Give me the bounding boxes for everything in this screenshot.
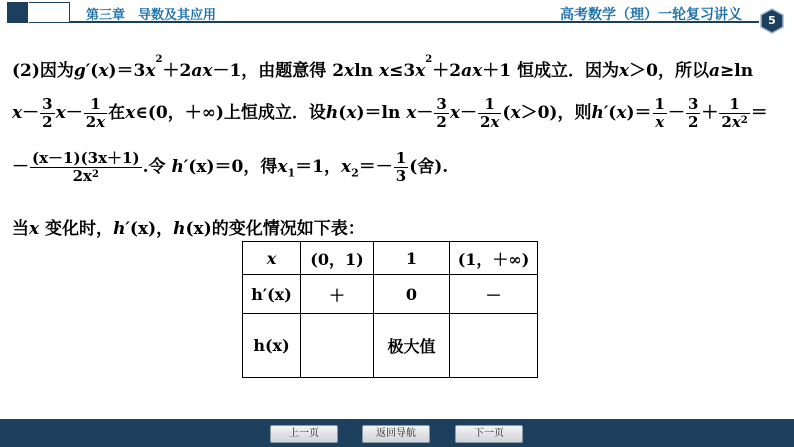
- fraction-numerator: (x－1)(3x＋1): [32, 149, 140, 167]
- text-run: －1，由题意得 2: [212, 61, 345, 81]
- text-run: (舍).: [409, 157, 449, 177]
- fraction-denominator: [84, 113, 107, 131]
- text-run: 2: [721, 113, 732, 131]
- fraction-denominator: 2: [687, 113, 699, 131]
- variation-table: [242, 241, 538, 378]
- text-run: (: [608, 103, 617, 123]
- math-var: x: [490, 113, 500, 131]
- fraction-numerator: 1: [395, 149, 407, 167]
- math-var: x: [98, 61, 109, 81]
- text-run: (: [502, 103, 511, 123]
- text-run: 当: [12, 219, 29, 239]
- part-label: (2): [12, 61, 40, 81]
- header-square-decoration: [7, 2, 28, 23]
- text-run: 2: [85, 113, 97, 131]
- fraction-numerator: 3: [42, 95, 53, 113]
- fraction-numerator: 1: [654, 95, 665, 113]
- table-row: [243, 314, 538, 378]
- math-var: h′: [591, 103, 609, 123]
- fraction: [40, 96, 54, 131]
- fraction-denominator: 2: [42, 113, 53, 131]
- fraction: [30, 150, 142, 185]
- math-var: h′: [171, 157, 189, 177]
- text-line-4: [12, 214, 365, 239]
- text-run: －: [65, 103, 83, 123]
- math-var: x: [125, 103, 136, 123]
- course-title: 高考数学（理）一轮复习讲义: [560, 7, 742, 23]
- text-run: －: [22, 103, 40, 123]
- fraction-numerator: 1: [484, 95, 495, 113]
- fraction: [434, 96, 448, 131]
- fraction-denominator: 2: [436, 113, 447, 131]
- math-var: h′: [113, 219, 130, 239]
- text-run: ＝1，: [295, 157, 341, 177]
- fraction-numerator: 3: [436, 95, 447, 113]
- prev-page-button[interactable]: 上一页: [270, 425, 338, 443]
- fraction: [653, 96, 667, 131]
- math-var: x: [55, 103, 66, 123]
- fraction: [478, 96, 501, 131]
- page-number-badge: [759, 8, 785, 34]
- text-run: ＝－: [358, 157, 393, 177]
- page-number: 5: [768, 14, 776, 27]
- text-run: －: [416, 103, 434, 123]
- fraction-numerator: 3: [687, 95, 699, 113]
- chapter-title: 第三章 导数及其应用: [86, 8, 217, 23]
- table-cell: [301, 314, 374, 378]
- fraction-numerator: 1: [729, 95, 740, 113]
- subscript: 2: [351, 166, 359, 180]
- math-var: x: [277, 157, 288, 177]
- table-cell: h′(x): [243, 275, 301, 314]
- math-var: a: [709, 61, 721, 81]
- table-cell: －: [450, 275, 538, 314]
- math-var: x: [406, 103, 417, 123]
- math-var: x: [731, 113, 741, 131]
- fraction-denominator: [719, 113, 749, 131]
- table-cell: 极大值: [374, 314, 450, 378]
- math-var: x: [378, 61, 390, 81]
- table-cell: ＋: [301, 275, 374, 314]
- superscript: 2: [155, 54, 163, 65]
- text-run: 变化时，: [39, 219, 114, 239]
- header-box-decoration: [29, 2, 70, 23]
- superscript: 2: [92, 169, 99, 180]
- text-run: (x)＝0，得: [188, 157, 278, 177]
- fraction: [719, 96, 749, 131]
- math-var: x: [145, 61, 156, 81]
- next-page-button[interactable]: 下一页: [455, 425, 523, 443]
- text-run: ≥ln: [720, 61, 754, 81]
- fraction-denominator: [478, 113, 501, 131]
- text-run: ＋2: [162, 61, 192, 81]
- table-row: [243, 275, 538, 314]
- math-var: x: [344, 61, 355, 81]
- text-run: ＞0，所以: [629, 61, 709, 81]
- text-run: ＝: [750, 103, 768, 123]
- math-var: g′: [73, 61, 91, 81]
- text-run: ≤3: [389, 61, 416, 81]
- text-run: )＝3: [108, 61, 146, 81]
- math-var: x: [346, 103, 357, 123]
- math-var: h: [173, 219, 186, 239]
- superscript: 2: [740, 115, 748, 126]
- superscript: 2: [425, 54, 433, 65]
- text-run: ＋: [701, 103, 719, 123]
- math-var: x: [12, 103, 23, 123]
- fraction: [84, 96, 107, 131]
- math-var: x: [340, 157, 352, 177]
- fraction: [686, 96, 700, 131]
- subscript: 1: [287, 166, 296, 180]
- fraction-denominator: 3: [395, 167, 407, 185]
- table-cell: 0: [374, 275, 450, 314]
- math-var: x: [29, 219, 40, 239]
- text-run: ln: [354, 61, 379, 81]
- math-var: x: [510, 103, 521, 123]
- text-run: －: [12, 157, 29, 177]
- text-run: ＞0)，则: [520, 103, 592, 123]
- text-run: －: [460, 103, 477, 123]
- text-line-3: [12, 150, 448, 185]
- text-run: ＋1 恒成立．因为: [482, 61, 620, 81]
- fraction-numerator: 1: [90, 95, 101, 113]
- text-run: 因为: [39, 61, 74, 81]
- text-run: .令: [142, 157, 166, 177]
- fraction-denominator: [30, 167, 142, 185]
- fraction: [394, 150, 408, 185]
- text-run: ＝ln: [364, 103, 401, 123]
- table-cell: 1: [374, 242, 450, 275]
- text-run: －: [667, 103, 685, 123]
- text-run: 2x: [72, 167, 92, 185]
- math-var: x: [616, 103, 627, 123]
- text-run: (x)的变化情况如下表：: [185, 219, 365, 239]
- fraction-denominator: x: [653, 113, 667, 131]
- text-run: (: [90, 61, 99, 81]
- text-run: ＝: [634, 103, 652, 123]
- text-run: ＋2: [432, 61, 462, 81]
- table-row: [243, 242, 538, 275]
- math-var: x: [96, 113, 106, 131]
- text-line-1: [12, 56, 753, 81]
- table-cell: (0，1): [301, 242, 374, 275]
- math-var: x: [449, 103, 460, 123]
- table-cell: [450, 314, 538, 378]
- text-run: (: [338, 103, 347, 123]
- table-cell: x: [243, 242, 301, 275]
- text-run: 在: [108, 103, 126, 123]
- text-run: ∈(0，＋∞)上恒成立．设: [135, 103, 326, 123]
- table-cell: h(x): [243, 314, 301, 378]
- math-var: h: [325, 103, 339, 123]
- table-cell: (1，＋∞): [450, 242, 538, 275]
- text-run: 2: [480, 113, 491, 131]
- math-var: x: [415, 61, 426, 81]
- text-run: (x)，: [129, 219, 174, 239]
- math-var: ax: [191, 61, 213, 81]
- back-to-nav-button[interactable]: 返回导航: [362, 425, 430, 443]
- text-line-2: x－ $\frac{3}{2}$ x－ $\frac{1}{2x}$ 在x∈(0，＋∞)上恒成立．设h(x)＝ln x－ $\frac{3}{2}$ x－ $\frac{1}{2x}$ (x＞0)，则h′(x)＝ $\frac{1}{x}$ － $\frac{3}{2}$ ＋ $\frac{1}{2x^2}$ ＝: [12, 95, 768, 131]
- math-var: x: [619, 61, 630, 81]
- math-var: ax: [461, 61, 483, 81]
